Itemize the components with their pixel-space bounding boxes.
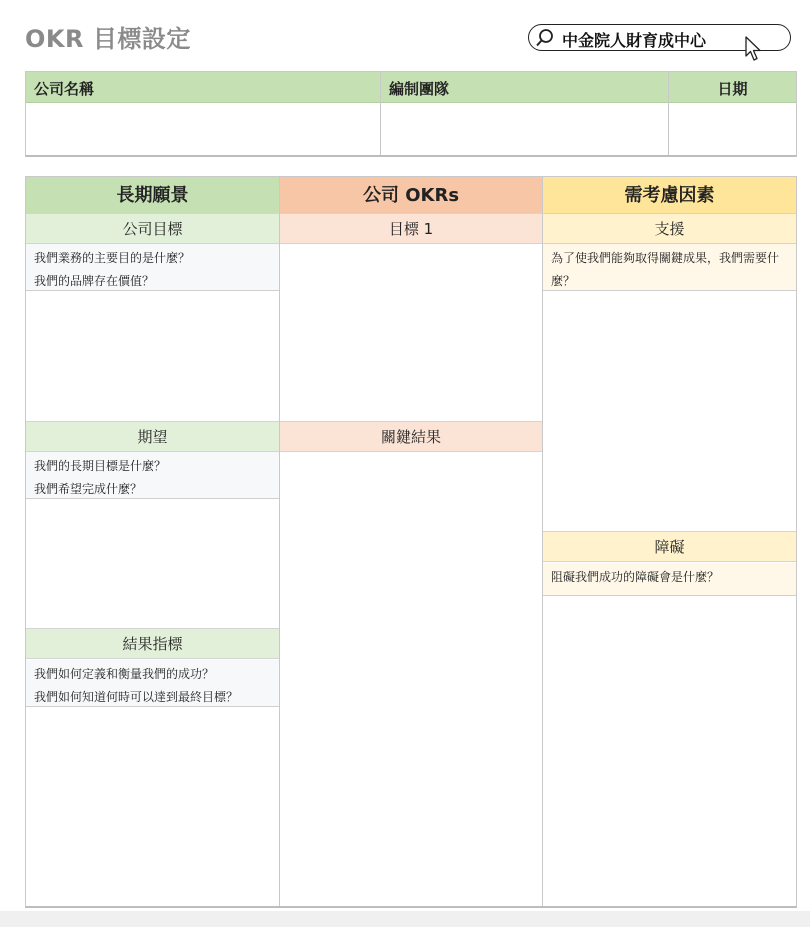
- vision-column: [26, 177, 280, 906]
- company-goal-label: 公司目標: [26, 213, 279, 244]
- team-field[interactable]: [381, 103, 668, 155]
- company-name-column: [26, 72, 381, 155]
- support-prompt: 為了使我們能夠取得關鍵成果，我們需要什麼？: [543, 244, 796, 291]
- date-field[interactable]: [669, 103, 796, 155]
- prompt-line: 我們的長期目標是什麼？: [34, 459, 167, 473]
- okrs-heading: 公司 OKRs: [280, 177, 542, 214]
- team-column: [381, 72, 669, 155]
- page-title: OKR 目標設定: [25, 25, 191, 53]
- okr-grid: [25, 176, 797, 908]
- result-indicator-label: 結果指標: [26, 628, 279, 659]
- obstacle-label: 障礙: [543, 531, 796, 562]
- vision-heading: 長期願景: [26, 177, 279, 214]
- result-indicator-prompt: [26, 660, 279, 707]
- date-label: 日期: [669, 72, 796, 103]
- bottom-bar: [0, 911, 810, 927]
- prompt-line: 我們的品牌存在價值？: [34, 274, 155, 288]
- objective-label: 目標 1: [280, 213, 542, 244]
- search-icon: [535, 28, 555, 48]
- team-label: 編制團隊: [381, 72, 668, 103]
- company-goal-prompt: [26, 244, 279, 291]
- obstacle-prompt: 阻礙我們成功的障礙會是什麼？: [543, 563, 796, 596]
- expectation-prompt: [26, 452, 279, 499]
- search-text[interactable]: 中金院人財育成中心: [562, 31, 707, 50]
- company-name-label: 公司名稱: [26, 72, 380, 103]
- expectation-label: 期望: [26, 421, 279, 452]
- key-results-label: 關鍵結果: [280, 421, 542, 452]
- factors-heading: 需考慮因素: [543, 177, 796, 214]
- factors-column: [543, 177, 796, 906]
- prompt-line: 我們業務的主要目的是什麼？: [34, 251, 191, 265]
- company-name-field[interactable]: [26, 103, 380, 155]
- okrs-column: [280, 177, 543, 906]
- prompt-line: 我們希望完成什麼？: [34, 482, 143, 496]
- info-table: [25, 71, 797, 157]
- mouse-cursor-icon: [744, 36, 764, 64]
- prompt-line: 我們如何知道何時可以達到最終目標？: [34, 690, 239, 704]
- support-label: 支援: [543, 213, 796, 244]
- date-column: [669, 72, 796, 155]
- prompt-line: 我們如何定義和衡量我們的成功？: [34, 667, 215, 681]
